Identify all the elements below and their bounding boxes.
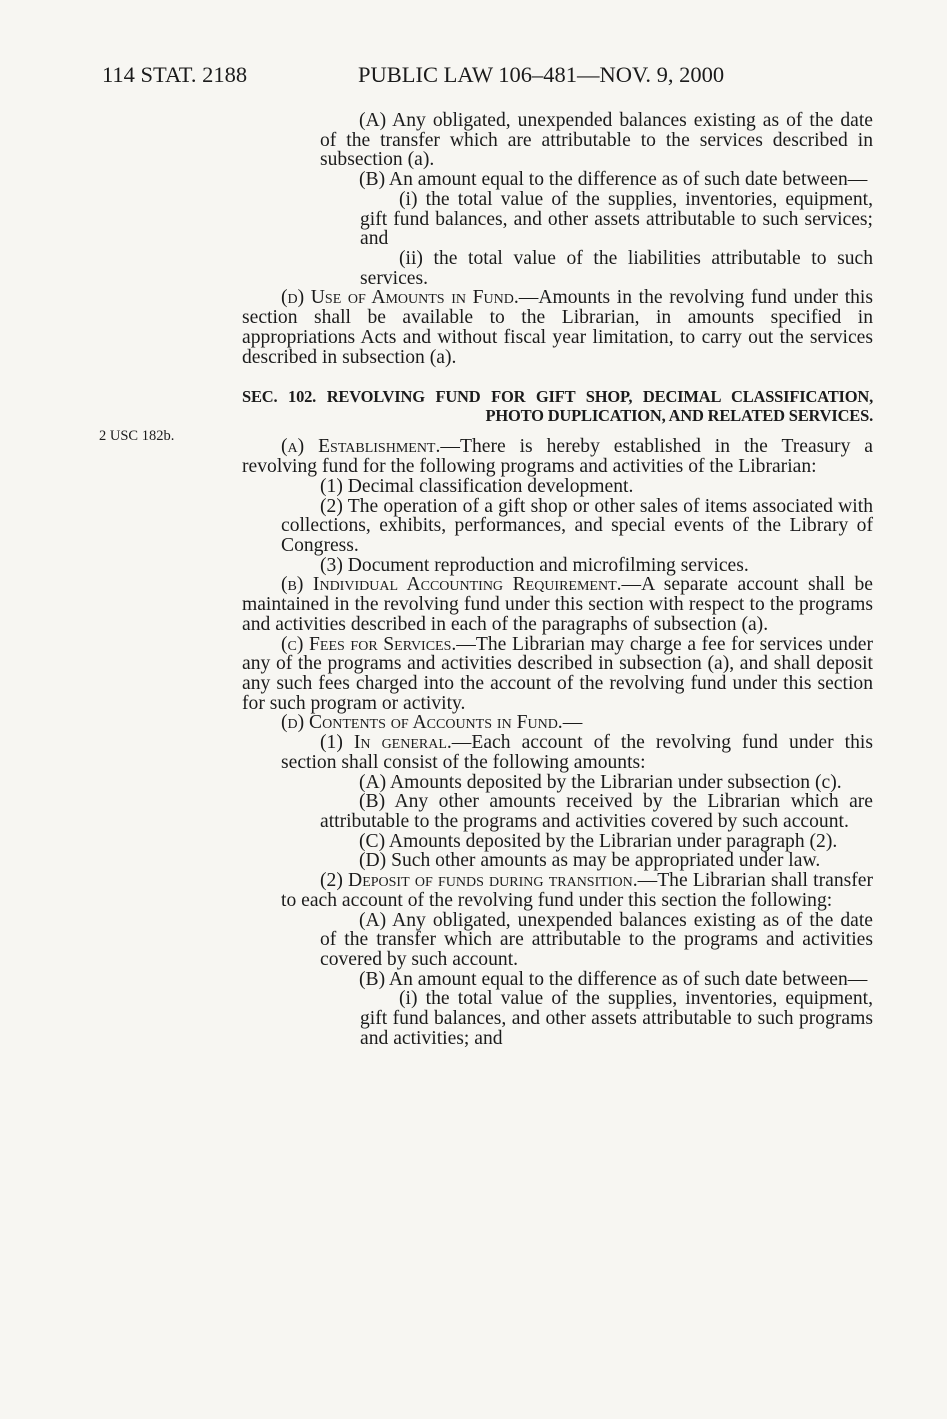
paragraph: (ii) the total value of the liabilities attributable to such services. [360, 248, 873, 289]
paragraph: (A) Amounts deposited by the Librarian under subsection (c). [359, 771, 842, 793]
paragraph-text: —Each account of the revolving fund under this section shall consist of the following amounts: [281, 732, 873, 773]
paragraph-text: — [562, 712, 583, 734]
paragraph-heading: (d) Use of Amounts in Fund. [281, 287, 519, 309]
paragraph: (D) Such other amounts as may be appropriated under law. [359, 850, 821, 872]
paragraph-text: —There is hereby established in the Treasury a revolving fund for the following programs and activities of the Librarian: [242, 436, 873, 478]
paragraph: (A) Any obligated, unexpended balances existing as of the date of the transfer which are attributable to the programs and activities covered by such account. [320, 909, 873, 971]
paragraph [242, 635, 873, 714]
section-heading: SEC. 102. REVOLVING FUND FOR GIFT SHOP, DECIMAL CLASSIFICATION, PHOTO DUPLICATION, AND RELATED SERVICES. [242, 387, 873, 426]
paragraph-heading: (2) Deposit of funds during transition. [320, 870, 638, 892]
paragraph: (3) Document reproduction and microfilming services. [320, 554, 749, 576]
paragraph [242, 713, 873, 733]
page-header [102, 60, 875, 90]
paragraph-text: —A separate account shall be maintained in the revolving fund under this section with respect to the programs and activities described in each of the paragraphs of subsection (a). [242, 574, 873, 635]
paragraph [281, 871, 873, 910]
paragraph: (B) An amount equal to the difference as of such date between— [359, 169, 868, 191]
paragraph-text: —The Librarian shall transfer to each account of the revolving fund under this section the following: [281, 870, 873, 911]
paragraph [242, 288, 873, 367]
paragraph: (B) An amount equal to the difference as of such date between— [359, 968, 868, 990]
paragraph: (C) Amounts deposited by the Librarian under paragraph (2). [359, 830, 838, 852]
paragraph-heading: (d) Contents of Accounts in Fund. [281, 712, 563, 734]
paragraph: (2) The operation of a gift shop or other sales of items associated with collections, exhibits, performances, and special events of the Library of Congress. [281, 495, 873, 556]
paragraph [242, 575, 873, 634]
paragraph-heading: (1) In general. [320, 732, 452, 754]
paragraph [242, 437, 873, 476]
paragraph: (A) Any obligated, unexpended balances existing as of the date of the transfer which are attributable to the services described in subsection (a). [320, 110, 873, 171]
paragraph: (i) the total value of the supplies, inventories, equipment, gift fund balances, and other assets attributable to such services; and [360, 188, 873, 250]
paragraph-heading: (a) Establishment. [281, 436, 441, 458]
paragraph-text: —Amounts in the revolving fund under this section shall be available to the Librarian, in amounts specified in appropriations Acts and without fiscal year limitation, to carry out the services described in subsection (a). [242, 287, 873, 368]
paragraph: (1) Decimal classification development. [320, 475, 634, 497]
paragraph-heading: (b) Individual Accounting Requirement. [281, 574, 622, 596]
paragraph: (i) the total value of the supplies, inventories, equipment, gift fund balances, and other assets attributable to such programs and activities; and [360, 988, 873, 1049]
public-law-citation: PUBLIC LAW 106–481—NOV. 9, 2000 [358, 62, 725, 87]
statute-page-number: 114 STAT. 2188 [102, 62, 248, 87]
paragraph-text: —The Librarian may charge a fee for services under any of the programs and activities described in subsection (a), and shall deposit any such fees charged into the account of the revolving fund under this section for such program or activity. [242, 633, 873, 714]
paragraph [281, 733, 873, 772]
statute-body [242, 111, 873, 1049]
margin-note: 2 USC 182b. [99, 428, 175, 444]
paragraph-heading: (c) Fees for Services. [281, 633, 457, 655]
paragraph: (B) Any other amounts received by the Librarian which are attributable to the programs and activities covered by such account. [320, 791, 873, 832]
